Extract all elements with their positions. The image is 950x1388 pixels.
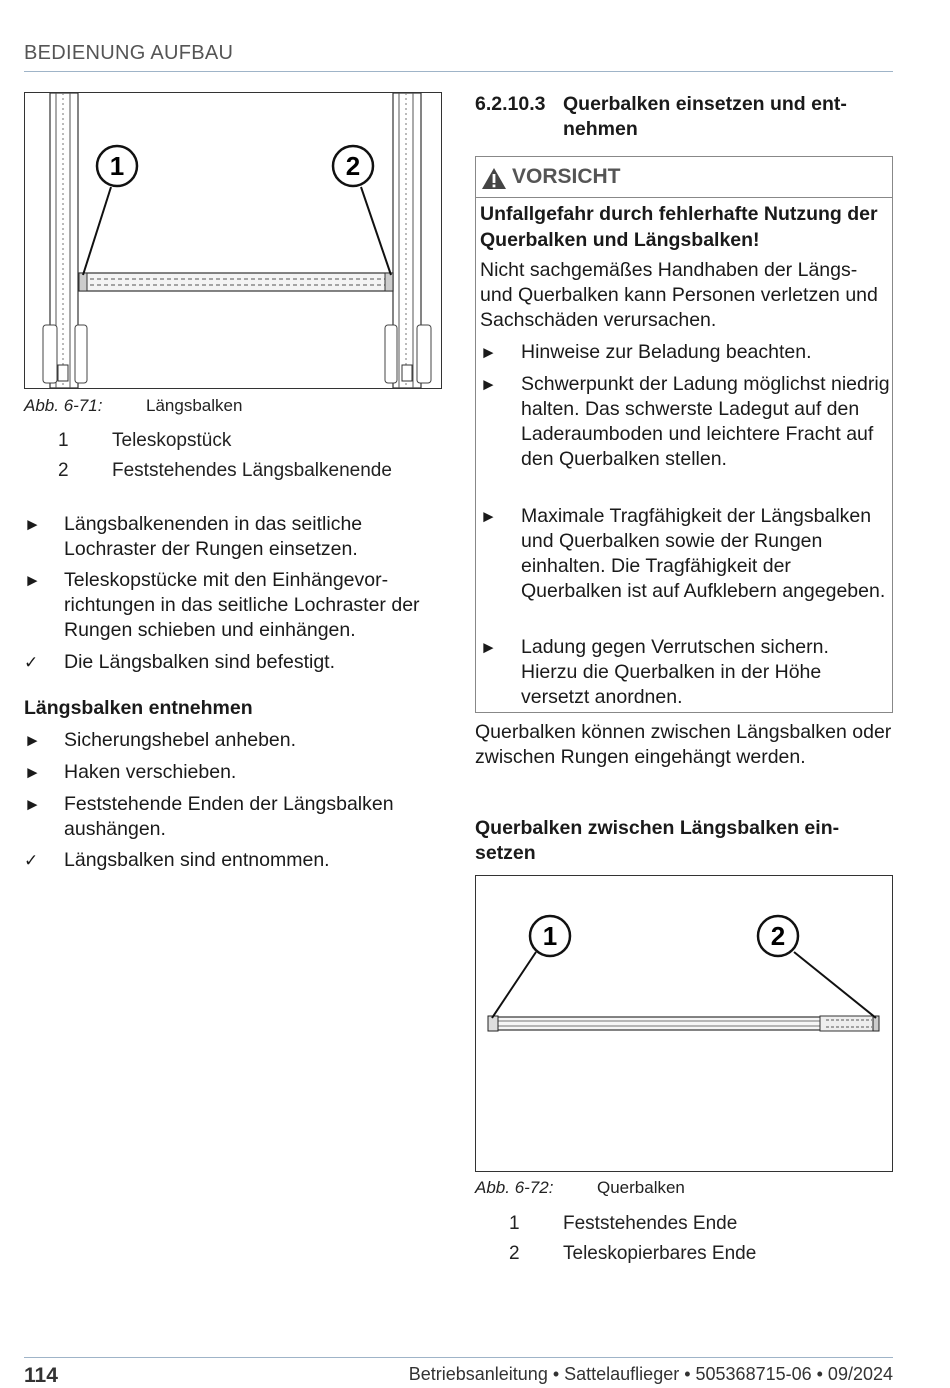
legend-item: 2 Teleskopierbares Ende <box>509 1243 757 1264</box>
arrow-bullet-icon: ► <box>480 375 497 394</box>
warning-triangle-icon <box>481 167 507 190</box>
longitudinal-beam-illustration <box>25 93 441 388</box>
figure-number: Abb. 6-72: <box>475 1178 554 1197</box>
arrow-bullet-icon: ► <box>480 638 497 657</box>
legend-item: 1 Feststehendes Ende <box>509 1213 738 1234</box>
warning-box <box>475 156 893 713</box>
section-number: 6.2.10.3 <box>475 93 546 115</box>
callout-2-label: 2 <box>345 151 361 181</box>
checkmark-icon: ✓ <box>24 653 39 672</box>
legend-item: 1 Teleskopstück <box>58 430 232 451</box>
step-item: ► Haken verschieben. <box>24 761 237 783</box>
arrow-bullet-icon: ► <box>24 571 41 590</box>
arrow-bullet-icon: ► <box>24 763 41 782</box>
checkmark-icon: ✓ <box>24 851 39 870</box>
subsection-heading: Querbalken zwischen Längsbalken einsetzen <box>475 817 840 864</box>
footer-document-info: Betriebsanleitung • Sattelauflieger • 505368715-06 • 09/2024 <box>408 1364 893 1384</box>
info-paragraph: Querbalken können zwischen Längsbalken oder zwischen Rungen eingehängt werden. <box>475 721 892 768</box>
warning-item: ► Maximale Tragfähigkeit der Längsbalken und Querbalken sowie der Rungen einhalten. Die Tragfähigkeit der Querbalken ist auf Aufklebern angegeben. <box>480 505 886 602</box>
arrow-bullet-icon: ► <box>24 795 41 814</box>
section-heading: 6.2.10.3 Querbalken einsetzen und ent- nehmen <box>475 93 847 140</box>
result-item: ✓ Längsbalken sind entnommen. <box>24 849 330 871</box>
figure-caption <box>475 1178 685 1198</box>
step-item: ► Sicherungshebel anheben. <box>24 729 297 751</box>
step-item: ► Feststehende Enden der Längsbalken aushängen. <box>24 793 394 840</box>
callout-1-label: 1 <box>109 151 125 181</box>
warning-title: Unfallgefahr durch fehlerhafte Nutzung der Querbalken und Längsbalken! <box>480 203 878 251</box>
figure-title: Querbalken <box>597 1178 685 1197</box>
legend-item: 2 Feststehendes Längsbalkenende <box>58 460 392 481</box>
warning-item: ► Schwerpunkt der Ladung möglichst niedrig halten. Das schwerste Ladegut auf den Laderaumboden und leichtere Fracht auf den Querbalken stellen. <box>480 373 890 470</box>
figure-number: Abb. 6-71: <box>24 396 103 415</box>
result-item: ✓ Die Längsbalken sind befestigt. <box>24 651 336 673</box>
remove-heading: Längsbalken entnehmen <box>24 697 253 719</box>
step-item: ► Längsbalkenenden in das seitliche Lochraster der Rungen einsetzen. <box>24 513 363 560</box>
warning-item: ► Hinweise zur Beladung beachten. <box>480 341 812 363</box>
warning-label: VORSICHT <box>512 165 621 188</box>
figure-caption <box>24 396 242 416</box>
arrow-bullet-icon: ► <box>480 343 497 362</box>
warning-body: Nicht sachgemäßes Handhaben der Längs- und Querbalken kann Personen verletzen und Sachschäden verursachen. <box>480 259 878 331</box>
figure-longitudinal-beam <box>24 92 442 389</box>
callout-1-label: 1 <box>542 921 558 951</box>
running-header: BEDIENUNG AUFBAU <box>24 42 234 64</box>
callout-2-label: 2 <box>770 921 786 951</box>
cross-beam-illustration <box>476 876 892 1171</box>
figure-cross-beam <box>475 875 893 1172</box>
step-item: ► Teleskopstücke mit den Einhängevorrichtungen in das seitliche Lochraster der Rungen schieben und einhängen. <box>24 569 420 641</box>
footer-divider <box>24 1357 893 1358</box>
arrow-bullet-icon: ► <box>24 515 41 534</box>
figure-title: Längsbalken <box>146 396 243 415</box>
warning-header <box>476 157 892 198</box>
arrow-bullet-icon: ► <box>480 507 497 526</box>
arrow-bullet-icon: ► <box>24 731 41 750</box>
page-number: 114 <box>24 1364 58 1387</box>
header-divider <box>24 71 893 72</box>
warning-item: ► Ladung gegen Verrutschen sichern. Hierzu die Querbalken in der Höhe versetzt anordnen. <box>480 636 829 708</box>
